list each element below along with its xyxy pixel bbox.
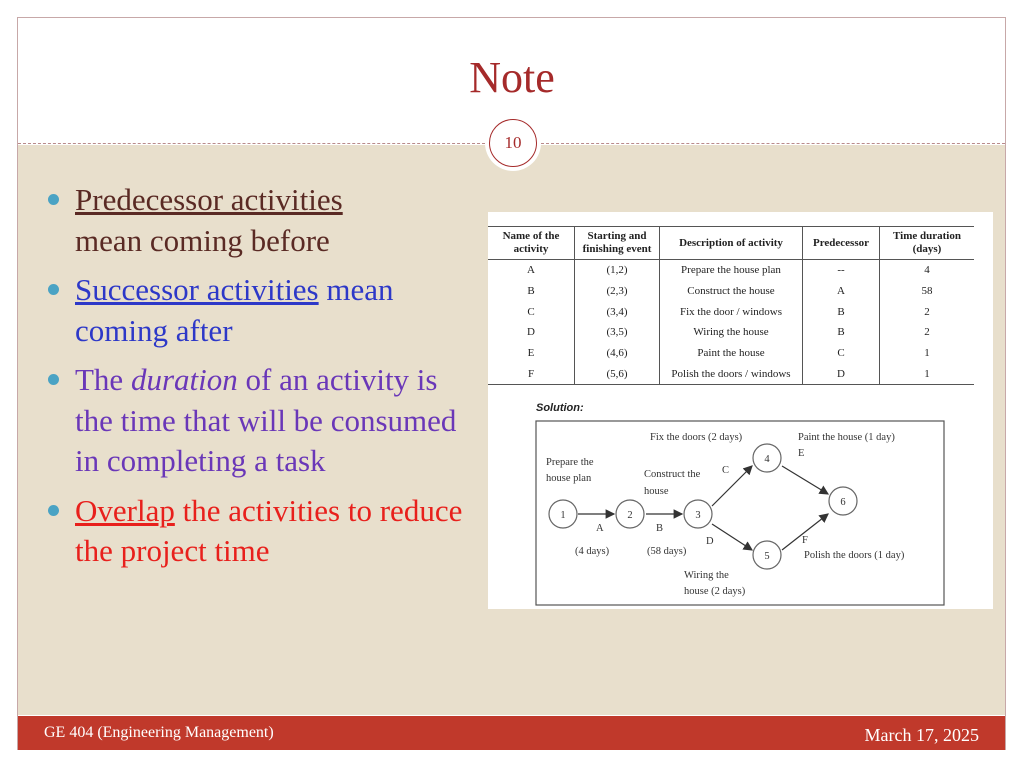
bullet-predecessor [48,180,468,261]
activity-a-duration: (4 days) [575,546,610,557]
node-6-label: 6 [840,497,846,508]
cell-events: (4,6) [575,343,660,364]
footer-bar [18,716,1005,750]
polish-label: Polish the doors (1 day) [804,550,905,561]
cell-description: Fix the door / windows [660,301,803,322]
edge-d [712,524,752,550]
activity-c-label: C [722,465,730,476]
cell-duration: 2 [924,326,930,339]
cell-description: Wiring the house [660,322,803,343]
activity-b-label: B [656,523,664,534]
header-duration: Time duration (days) [893,230,961,255]
solution-label: Solution: [536,402,584,414]
page-number: 10 [489,119,537,167]
bullet-icon [48,505,59,516]
cell-duration: 58 [921,285,933,298]
header-events: Starting and finishing event [575,227,660,260]
activity-e-label: E [798,448,805,459]
network-diagram [488,212,993,609]
node-3-label: 3 [695,510,701,521]
bullet-icon [48,284,59,295]
bullet-duration [48,360,468,482]
bullet-overlap [48,491,468,572]
definition-overlap: the activities to reduce the project time [75,492,463,568]
cell-duration: 4 [924,264,930,277]
construct-label-1: Construct the [644,469,701,480]
fix-doors-label: Fix the doors (2 days) [650,432,743,443]
cell-duration: 2 [924,305,930,318]
header-description: Description of activity [660,227,803,260]
cell-activity: C [488,301,575,322]
footer-date: March 17, 2025 [864,725,979,745]
header-activity-name: Name of the activity [488,227,575,260]
cell-events: (2,3) [575,281,660,302]
cell-predecessor: B [803,301,880,322]
prepare-label-1: Prepare the [546,457,594,468]
cell-activity: E [488,343,575,364]
definition-successor: mean coming after [75,272,394,348]
term-overlap: Overlap [75,492,175,528]
cell-events: (3,4) [575,301,660,322]
network-frame [536,421,944,605]
cell-events: (1,2) [575,260,660,281]
activity-d-label: D [706,536,714,547]
node-5-label: 5 [764,551,770,562]
bullet-list [48,180,468,581]
cell-predecessor: C [803,343,880,364]
cell-description: Paint the house [660,343,803,364]
duration-prefix: The [75,362,131,397]
cell-events: (3,5) [575,322,660,343]
cell-predecessor: A [803,281,880,302]
bullet-icon [48,194,59,205]
cell-activity: D [488,322,575,343]
activity-b-duration: (58 days) [647,546,687,557]
node-4-label: 4 [764,454,770,465]
node-1-label: 1 [560,510,566,521]
wiring-label-1: Wiring the [684,570,729,581]
cell-predecessor: B [803,322,880,343]
divider-left [18,143,485,144]
cell-description: Construct the house [660,281,803,302]
cell-activity: F [488,363,575,384]
footer-course: GE 404 (Engineering Management) [44,724,274,741]
wiring-label-2: house (2 days) [684,586,746,597]
header-predecessor: Predecessor [803,227,880,260]
bullet-successor [48,270,468,351]
activity-f-label: F [802,535,808,546]
cell-events: (5,6) [575,363,660,384]
activity-figure [488,212,993,609]
cell-activity: A [488,260,575,281]
cell-duration: 1 [924,347,930,360]
cell-description: Polish the doors / windows [660,363,803,384]
node-2-label: 2 [627,510,633,521]
paint-label: Paint the house (1 day) [798,432,895,443]
divider-right [541,143,1005,144]
slide-title: Note [469,53,555,102]
cell-duration: 1 [924,367,930,380]
cell-activity: B [488,281,575,302]
definition-duration: of an activity is the time that will be consumed in completing a task [75,362,457,478]
prepare-label-2: house plan [546,473,592,484]
cell-predecessor: D [803,363,880,384]
cell-predecessor: -- [803,260,880,281]
page-number-badge [485,115,541,171]
term-predecessor: Predecessor activities [75,182,343,217]
definition-predecessor: mean coming before [75,222,330,258]
term-successor: Successor activities [75,272,319,307]
edge-c [712,466,752,506]
edge-e [782,466,828,494]
construct-label-2: house [644,486,669,497]
bullet-icon [48,374,59,385]
cell-description: Prepare the house plan [660,260,803,281]
activity-a-label: A [596,523,604,534]
term-duration: duration [130,362,238,397]
